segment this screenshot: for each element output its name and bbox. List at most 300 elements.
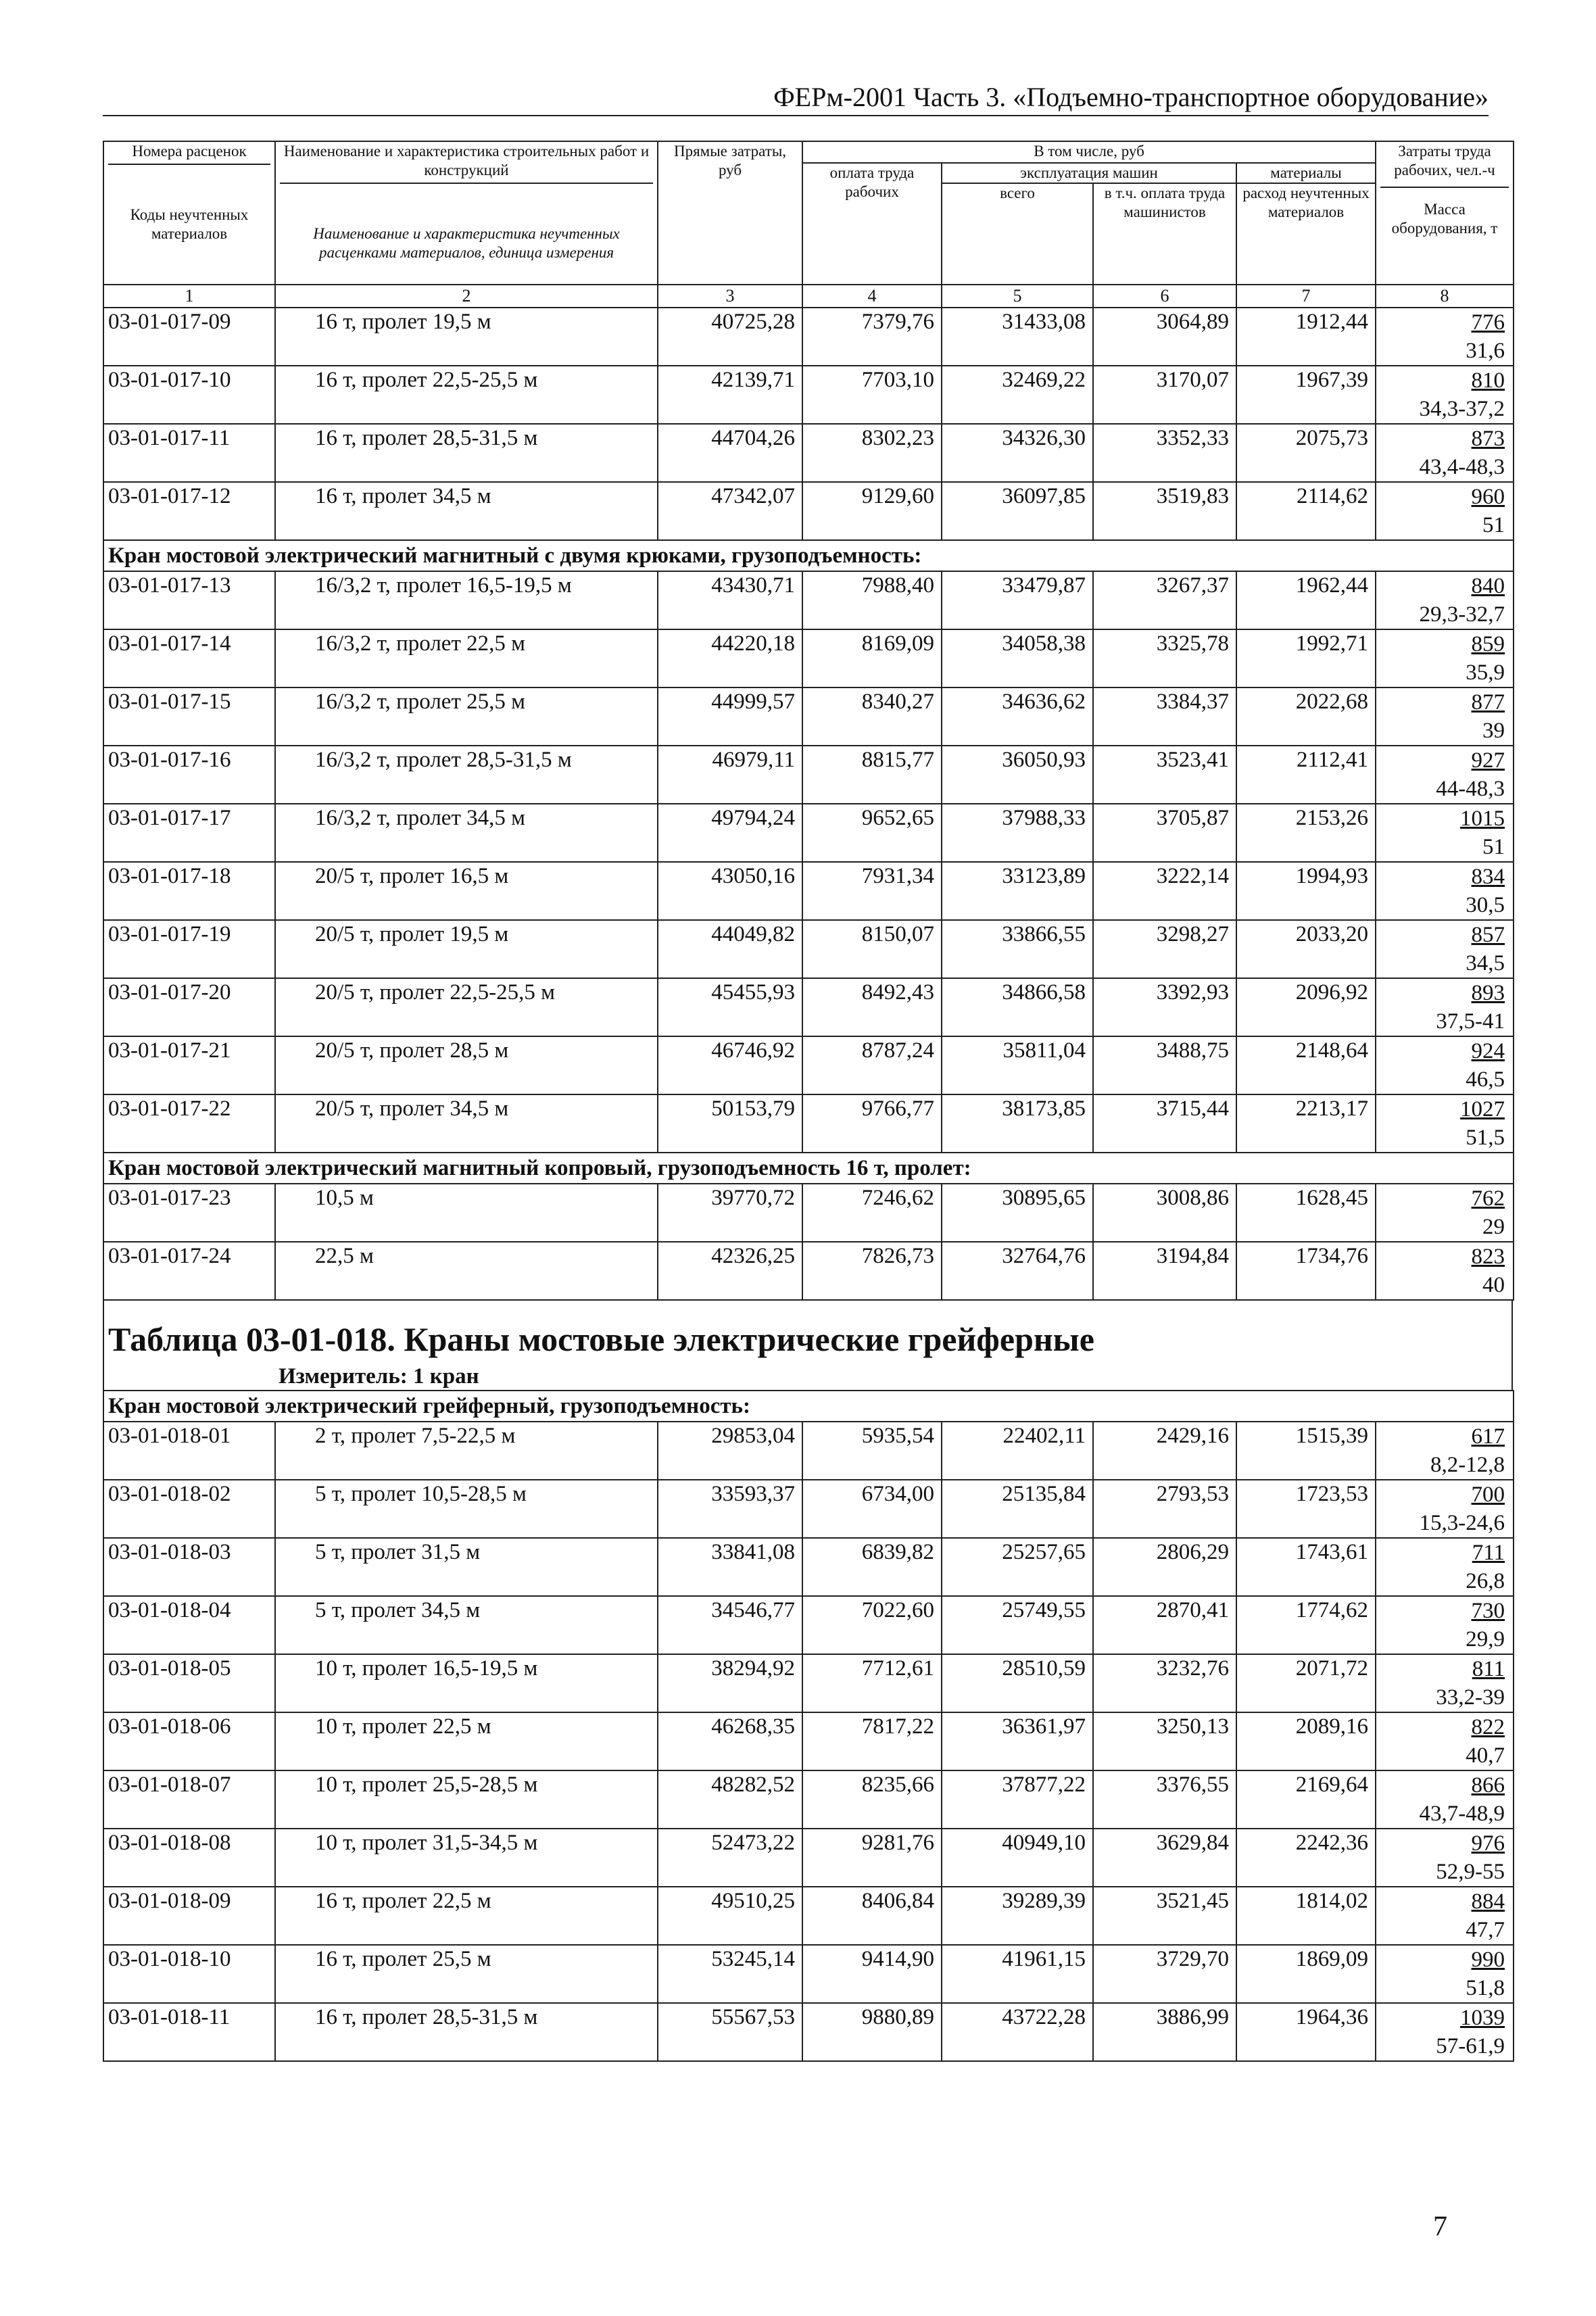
labor-pay: 8302,23 [802,424,942,482]
direct-costs: 47342,07 [658,482,802,540]
equipment-mass: 34,3-37,2 [1419,397,1505,421]
work-name: 10 т, пролет 22,5 м [275,1712,658,1770]
table-row [103,1596,1514,1654]
col8-header: Затраты труда рабочих, чел.-ч Масса оборудования, т [1376,141,1514,285]
work-name: 20/5 т, пролет 16,5 м [275,862,658,920]
machines-total: 32469,22 [942,366,1093,424]
materials-cost: 2153,26 [1236,804,1376,862]
rate-code: 03-01-018-02 [103,1480,275,1538]
col7-header: расход неучтенных материалов [1236,183,1376,285]
work-name: 2 т, пролет 7,5-22,5 м [275,1422,658,1480]
direct-costs: 44704,26 [658,424,802,482]
table-row [103,1036,1514,1094]
materials-cost: 2033,20 [1236,920,1376,978]
labor-hours: 810 [1471,368,1505,393]
table-row [103,1184,1514,1242]
rows-group-b [103,571,1514,1153]
table-018 [103,1390,1514,2062]
labor-hours: 990 [1471,1948,1505,1972]
machinists-pay: 3886,99 [1093,2003,1236,2061]
labor-hours: 884 [1471,1889,1505,1914]
labor-and-mass [1376,1242,1514,1300]
materials-cost: 2213,17 [1236,1094,1376,1153]
work-name: 5 т, пролет 31,5 м [275,1538,658,1596]
col6-header: в т.ч. оплата труда машинистов [1093,183,1236,285]
machinists-pay: 3488,75 [1093,1036,1236,1094]
table-head-row-1 [103,141,1514,163]
rate-code: 03-01-017-22 [103,1094,275,1153]
labor-pay: 9880,89 [802,2003,942,2061]
equipment-mass: 40,7 [1466,1743,1505,1768]
rate-code: 03-01-017-16 [103,746,275,804]
materials-cost: 2112,41 [1236,746,1376,804]
labor-and-mass [1376,1712,1514,1770]
labor-pay: 6734,00 [802,1480,942,1538]
materials-cost: 1964,36 [1236,2003,1376,2061]
materials-cost: 1723,53 [1236,1480,1376,1538]
machines-total: 35811,04 [942,1036,1093,1094]
work-name: 16 т, пролет 19,5 м [275,308,658,366]
direct-costs: 33593,37 [658,1480,802,1538]
materials-cost: 1774,62 [1236,1596,1376,1654]
equipment-mass: 51 [1482,513,1505,537]
labor-pay: 7826,73 [802,1242,942,1300]
work-name: 16 т, пролет 22,5-25,5 м [275,366,658,424]
equipment-mass: 46,5 [1466,1067,1505,1092]
rate-code: 03-01-018-06 [103,1712,275,1770]
labor-and-mass [1376,1770,1514,1829]
direct-costs: 46746,92 [658,1036,802,1094]
rate-code: 03-01-018-01 [103,1422,275,1480]
work-name: 10 т, пролет 25,5-28,5 м [275,1770,658,1829]
rate-code: 03-01-017-18 [103,862,275,920]
work-name: 16 т, пролет 25,5 м [275,1945,658,2003]
labor-and-mass [1376,1094,1514,1153]
materials-cost: 2114,62 [1236,482,1376,540]
rate-code: 03-01-017-10 [103,366,275,424]
labor-hours: 762 [1471,1186,1505,1211]
equipment-mass: 31,6 [1466,339,1505,363]
direct-costs: 44220,18 [658,629,802,687]
labor-pay: 8340,27 [802,687,942,746]
work-name: 22,5 м [275,1242,658,1300]
machines-total: 36361,97 [942,1712,1093,1770]
table-row [103,1654,1514,1712]
rate-code: 03-01-017-20 [103,978,275,1036]
equipment-mass: 29 [1482,1215,1505,1239]
machinists-pay: 3352,33 [1093,424,1236,482]
labor-and-mass [1376,1036,1514,1094]
labor-and-mass [1376,424,1514,482]
direct-costs: 46268,35 [658,1712,802,1770]
group-heading: Кран мостовой электрический магнитный с двумя крюками, грузоподъемность: [103,540,1514,571]
machines-total: 28510,59 [942,1654,1093,1712]
materials-cost: 1515,39 [1236,1422,1376,1480]
equipment-mass: 51 [1482,835,1505,859]
equipment-mass: 47,7 [1466,1918,1505,1942]
machinists-pay: 2793,53 [1093,1480,1236,1538]
table-row [103,978,1514,1036]
rate-code: 03-01-017-19 [103,920,275,978]
equipment-mass: 43,7-48,9 [1419,1802,1505,1826]
direct-costs: 43050,16 [658,862,802,920]
table-017 [103,141,1514,1301]
labor-pay: 9281,76 [802,1829,942,1887]
labor-hours: 730 [1471,1599,1505,1623]
equipment-mass: 35,9 [1466,660,1505,685]
work-name: 10 т, пролет 16,5-19,5 м [275,1654,658,1712]
table-row [103,482,1514,540]
materials-cost: 1994,93 [1236,862,1376,920]
equipment-mass: 44-48,3 [1436,777,1505,801]
group-heading: Кран мостовой электрический магнитный копровый, грузоподъемность 16 т, пролет: [103,1153,1514,1184]
labor-pay: 8235,66 [802,1770,942,1829]
machines-total: 36097,85 [942,482,1093,540]
rows-group-c [103,1184,1514,1300]
machines-header: эксплуатация машин [942,163,1236,183]
direct-costs: 38294,92 [658,1654,802,1712]
materials-cost: 2022,68 [1236,687,1376,746]
equipment-mass: 57-61,9 [1436,2034,1505,2058]
labor-and-mass [1376,629,1514,687]
labor-hours: 823 [1471,1245,1505,1269]
materials-cost: 1962,44 [1236,571,1376,629]
running-header [103,80,1489,116]
machines-total: 25257,65 [942,1538,1093,1596]
table-row [103,862,1514,920]
labor-hours: 1027 [1460,1097,1505,1121]
machinists-pay: 3521,45 [1093,1887,1236,1945]
table-row [103,1712,1514,1770]
materials-cost: 1734,76 [1236,1242,1376,1300]
labor-and-mass [1376,862,1514,920]
labor-hours: 866 [1471,1773,1505,1798]
labor-hours: 840 [1471,574,1505,598]
rate-code: 03-01-017-11 [103,424,275,482]
work-name: 10,5 м [275,1184,658,1242]
machinists-pay: 3194,84 [1093,1242,1236,1300]
table-row [103,1480,1514,1538]
machines-total: 37988,33 [942,804,1093,862]
machinists-pay: 3392,93 [1093,978,1236,1036]
machinists-pay: 3250,13 [1093,1712,1236,1770]
rows-group-d [103,1422,1514,2061]
table-row [103,1094,1514,1153]
materials-cost: 1869,09 [1236,1945,1376,2003]
machinists-pay: 3384,37 [1093,687,1236,746]
labor-hours: 822 [1471,1715,1505,1739]
rate-code: 03-01-018-08 [103,1829,275,1887]
machinists-pay: 3729,70 [1093,1945,1236,2003]
work-name: 20/5 т, пролет 22,5-25,5 м [275,978,658,1036]
table-row [103,308,1514,366]
direct-costs: 50153,79 [658,1094,802,1153]
direct-costs: 52473,22 [658,1829,802,1887]
machines-total: 34326,30 [942,424,1093,482]
labor-pay: 9129,60 [802,482,942,540]
document-body [103,141,1513,2062]
labor-pay: 7379,76 [802,308,942,366]
direct-costs: 40725,28 [658,308,802,366]
labor-pay: 7703,10 [802,366,942,424]
rate-code: 03-01-017-12 [103,482,275,540]
materials-cost: 2169,64 [1236,1770,1376,1829]
machines-total: 33123,89 [942,862,1093,920]
direct-costs: 53245,14 [658,1945,802,2003]
rate-code: 03-01-017-23 [103,1184,275,1242]
machines-total: 34058,38 [942,629,1093,687]
labor-and-mass [1376,1184,1514,1242]
work-name: 16 т, пролет 22,5 м [275,1887,658,1945]
labor-hours: 960 [1471,485,1505,509]
labor-pay: 7246,62 [802,1184,942,1242]
direct-costs: 29853,04 [658,1422,802,1480]
table-row [103,1242,1514,1300]
rows-group-a [103,308,1514,540]
machinists-pay: 2806,29 [1093,1538,1236,1596]
work-name: 5 т, пролет 10,5-28,5 м [275,1480,658,1538]
materials-cost: 2071,72 [1236,1654,1376,1712]
work-name: 16/3,2 т, пролет 16,5-19,5 м [275,571,658,629]
running-title: ФЕРм-2001 Часть 3. «Подъемно-транспортное оборудование» [773,82,1489,112]
work-name: 16/3,2 т, пролет 28,5-31,5 м [275,746,658,804]
work-name: 20/5 т, пролет 19,5 м [275,920,658,978]
direct-costs: 49510,25 [658,1887,802,1945]
labor-hours: 924 [1471,1039,1505,1063]
labor-pay: 8150,07 [802,920,942,978]
materials-cost: 2148,64 [1236,1036,1376,1094]
labor-hours: 877 [1471,690,1505,715]
rate-code: 03-01-017-13 [103,571,275,629]
machines-total: 34866,58 [942,978,1093,1036]
rate-code: 03-01-017-09 [103,308,275,366]
rate-code: 03-01-017-21 [103,1036,275,1094]
table-018-heading-block [103,1301,1513,1390]
materials-cost: 2089,16 [1236,1712,1376,1770]
labor-and-mass [1376,1887,1514,1945]
equipment-mass: 40 [1482,1273,1505,1297]
incl-header: В том числе, руб [802,141,1376,163]
col4-header: оплата труда рабочих [802,163,942,285]
equipment-mass: 33,2-39 [1436,1685,1505,1710]
equipment-mass: 29,3-32,7 [1419,602,1505,627]
table-row [103,687,1514,746]
col1-header: Номера расценок Коды неучтенных материалов [103,141,275,285]
table-row [103,920,1514,978]
machines-total: 33479,87 [942,571,1093,629]
work-name: 20/5 т, пролет 28,5 м [275,1036,658,1094]
work-name: 16 т, пролет 34,5 м [275,482,658,540]
labor-and-mass [1376,1945,1514,2003]
table-row [103,366,1514,424]
machines-total: 34636,62 [942,687,1093,746]
labor-pay: 8815,77 [802,746,942,804]
page-number: 7 [1433,2211,1447,2242]
direct-costs: 42139,71 [658,366,802,424]
rate-code: 03-01-018-07 [103,1770,275,1829]
labor-and-mass [1376,1829,1514,1887]
labor-hours: 617 [1471,1424,1505,1449]
equipment-mass: 29,9 [1466,1627,1505,1651]
equipment-mass: 52,9-55 [1436,1860,1505,1884]
direct-costs: 44049,82 [658,920,802,978]
machinists-pay: 2429,16 [1093,1422,1236,1480]
equipment-mass: 26,8 [1466,1569,1505,1593]
work-name: 5 т, пролет 34,5 м [275,1596,658,1654]
labor-hours: 700 [1471,1482,1505,1507]
direct-costs: 34546,77 [658,1596,802,1654]
materials-cost: 2242,36 [1236,1829,1376,1887]
col5-header: всего [942,183,1093,285]
labor-hours: 893 [1471,981,1505,1005]
labor-hours: 834 [1471,865,1505,889]
direct-costs: 55567,53 [658,2003,802,2061]
labor-pay: 7931,34 [802,862,942,920]
machinists-pay: 3267,37 [1093,571,1236,629]
materials-cost: 2096,92 [1236,978,1376,1036]
labor-and-mass [1376,804,1514,862]
materials-cost: 1814,02 [1236,1887,1376,1945]
labor-hours: 857 [1471,923,1505,947]
machines-total: 38173,85 [942,1094,1093,1153]
machinists-pay: 3325,78 [1093,629,1236,687]
direct-costs: 42326,25 [658,1242,802,1300]
machines-total: 39289,39 [942,1887,1093,1945]
machines-total: 40949,10 [942,1829,1093,1887]
equipment-mass: 34,5 [1466,951,1505,975]
machinists-pay: 3705,87 [1093,804,1236,862]
machinists-pay: 3519,83 [1093,482,1236,540]
machinists-pay: 3232,76 [1093,1654,1236,1712]
labor-and-mass [1376,746,1514,804]
materials-cost: 1967,39 [1236,366,1376,424]
labor-pay: 8169,09 [802,629,942,687]
labor-pay: 9414,90 [802,1945,942,2003]
equipment-mass: 37,5-41 [1436,1009,1505,1034]
machinists-pay: 3222,14 [1093,862,1236,920]
labor-and-mass [1376,571,1514,629]
machines-total: 31433,08 [942,308,1093,366]
table-row [103,804,1514,862]
labor-pay: 7817,22 [802,1712,942,1770]
labor-hours: 859 [1471,632,1505,656]
labor-hours: 976 [1471,1831,1505,1856]
machines-total: 25749,55 [942,1596,1093,1654]
labor-pay: 8787,24 [802,1036,942,1094]
group-heading-row [103,1391,1514,1422]
work-name: 16/3,2 т, пролет 34,5 м [275,804,658,862]
rate-code: 03-01-017-15 [103,687,275,746]
labor-and-mass [1376,1596,1514,1654]
table-row [103,1945,1514,2003]
equipment-mass: 39 [1482,719,1505,743]
labor-pay: 7712,61 [802,1654,942,1712]
work-name: 10 т, пролет 31,5-34,5 м [275,1829,658,1887]
table-row [103,1829,1514,1887]
rate-code: 03-01-018-03 [103,1538,275,1596]
table-meter: Измеритель: 1 кран [279,1364,479,1389]
machinists-pay: 3629,84 [1093,1829,1236,1887]
table-row [103,746,1514,804]
machinists-pay: 2870,41 [1093,1596,1236,1654]
equipment-mass: 8,2-12,8 [1430,1453,1505,1477]
col2-header: Наименование и характеристика строительных работ и конструкций Наименование и характеристика неучтенных расценками материалов, единица измерения [275,141,658,285]
rate-code: 03-01-018-04 [103,1596,275,1654]
machinists-pay: 3715,44 [1093,1094,1236,1153]
labor-and-mass [1376,687,1514,746]
rate-code: 03-01-017-17 [103,804,275,862]
labor-and-mass [1376,2003,1514,2061]
labor-pay: 8492,43 [802,978,942,1036]
equipment-mass: 15,3-24,6 [1419,1511,1505,1535]
work-name: 16/3,2 т, пролет 22,5 м [275,629,658,687]
machinists-pay: 3376,55 [1093,1770,1236,1829]
labor-and-mass [1376,1480,1514,1538]
machines-total: 32764,76 [942,1242,1093,1300]
equipment-mass: 51,5 [1466,1126,1505,1150]
labor-and-mass [1376,1422,1514,1480]
direct-costs: 39770,72 [658,1184,802,1242]
machines-total: 41961,15 [942,1945,1093,2003]
equipment-mass: 30,5 [1466,893,1505,917]
equipment-mass: 51,8 [1466,1976,1505,2000]
labor-hours: 711 [1472,1541,1505,1565]
rate-code: 03-01-018-05 [103,1654,275,1712]
table-row [103,1770,1514,1829]
labor-hours: 873 [1471,427,1505,451]
rate-code: 03-01-018-10 [103,1945,275,2003]
work-name: 20/5 т, пролет 34,5 м [275,1094,658,1153]
labor-pay: 7988,40 [802,571,942,629]
group-heading: Кран мостовой электрический грейферный, грузоподъемность: [103,1391,1514,1422]
labor-and-mass [1376,1538,1514,1596]
rate-code: 03-01-017-14 [103,629,275,687]
materials-cost: 1628,45 [1236,1184,1376,1242]
rate-code: 03-01-018-09 [103,1887,275,1945]
materials-cost: 1912,44 [1236,308,1376,366]
direct-costs: 45455,93 [658,978,802,1036]
direct-costs: 33841,08 [658,1538,802,1596]
machinists-pay: 3523,41 [1093,746,1236,804]
materials-cost: 1992,71 [1236,629,1376,687]
machinists-pay: 3170,07 [1093,366,1236,424]
machines-total: 30895,65 [942,1184,1093,1242]
direct-costs: 43430,71 [658,571,802,629]
rate-code: 03-01-017-24 [103,1242,275,1300]
col3-header: Прямые затраты, руб [658,141,802,285]
materials-header: материалы [1236,163,1376,183]
labor-and-mass [1376,482,1514,540]
machines-total: 22402,11 [942,1422,1093,1480]
machines-total: 43722,28 [942,2003,1093,2061]
labor-hours: 811 [1472,1657,1505,1681]
direct-costs: 44999,57 [658,687,802,746]
labor-and-mass [1376,978,1514,1036]
column-numbers-row: 1 2 3 4 5 6 7 8 [103,285,1514,308]
machines-total: 25135,84 [942,1480,1093,1538]
labor-hours: 927 [1471,748,1505,773]
labor-pay: 8406,84 [802,1887,942,1945]
labor-pay: 9766,77 [802,1094,942,1153]
labor-hours: 1039 [1460,2006,1505,2030]
work-name: 16 т, пролет 28,5-31,5 м [275,2003,658,2061]
materials-cost: 1743,61 [1236,1538,1376,1596]
labor-and-mass [1376,920,1514,978]
rate-code: 03-01-018-11 [103,2003,275,2061]
table-row [103,1538,1514,1596]
direct-costs: 49794,24 [658,804,802,862]
group-heading-row [103,540,1514,571]
